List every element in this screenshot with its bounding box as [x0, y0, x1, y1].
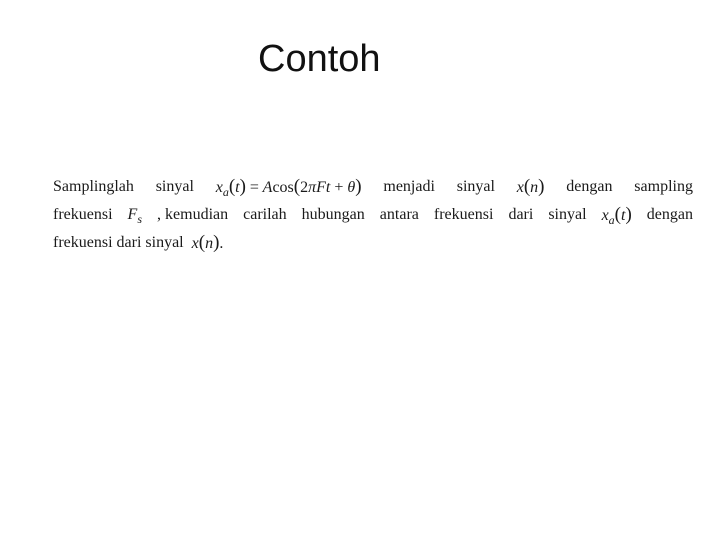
word-dengan: dengan — [646, 206, 693, 223]
problem-line-2 — [53, 204, 693, 226]
word-frekuensi: frekuensi — [53, 206, 113, 223]
word-samplinglah: Samplinglah — [53, 178, 134, 195]
word-menjadi: menjadi — [383, 178, 435, 195]
slide-title: Contoh — [258, 38, 381, 80]
formula-fs: $F_s$ — [127, 206, 142, 226]
word-kemudian: , kemudian — [157, 206, 229, 223]
word-carilah: carilah — [243, 206, 287, 223]
word-sinyal: sinyal — [548, 206, 587, 223]
formula-x-n: x(n) — [516, 175, 545, 197]
formula-xa-t: $x_a(t) = Acos(2\pi Ft + \theta)$ — [215, 175, 362, 199]
formula-xa-t: $x_a(t)$ — [601, 203, 632, 227]
phrase-frekuensi-dari-sinyal: frekuensi dari sinyal — [53, 234, 184, 251]
word-antara: antara — [379, 206, 419, 223]
formula-x-n: x(n). — [191, 231, 224, 253]
word-dengan: dengan — [566, 178, 613, 195]
problem-line-1 — [53, 176, 693, 198]
period: . — [219, 234, 224, 252]
word-hubungan: hubungan — [301, 206, 365, 223]
problem-line-3 — [53, 232, 693, 254]
word-dari: dari — [508, 206, 534, 223]
word-frekuensi: frekuensi — [433, 206, 494, 223]
word-sampling: sampling — [634, 178, 693, 195]
word-sinyal: sinyal — [456, 178, 495, 195]
word-sinyal: sinyal — [155, 178, 194, 195]
